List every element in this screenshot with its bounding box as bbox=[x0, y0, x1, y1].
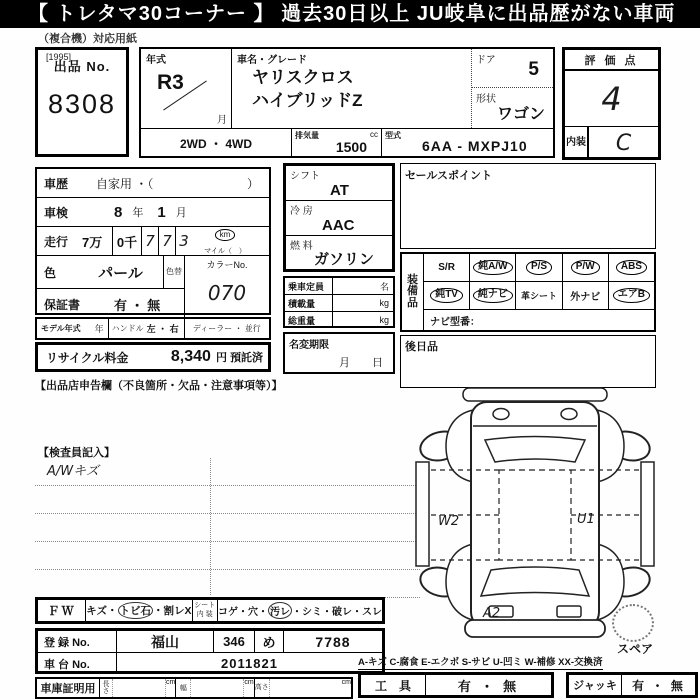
equipment-box bbox=[400, 252, 656, 332]
navi-model-label: ナビ型番： bbox=[430, 317, 480, 328]
color-label: 色 bbox=[44, 265, 57, 280]
registration-number: 7788 bbox=[283, 631, 382, 652]
displacement-value: 1500 bbox=[335, 139, 367, 155]
color-no-label: カラーNo. bbox=[206, 260, 248, 270]
jack-box bbox=[566, 672, 698, 698]
door-label: ドア bbox=[476, 55, 496, 66]
recycle-value: 8,340 bbox=[170, 348, 211, 365]
fw-row bbox=[35, 597, 385, 624]
shape-label: 形状 bbox=[476, 94, 496, 105]
history-close: ） bbox=[246, 176, 259, 191]
warranty-label: 保証書 bbox=[44, 297, 81, 312]
sales-point-label: セールスポイント bbox=[405, 170, 493, 182]
inspection-month: 1 bbox=[157, 203, 166, 221]
fuel-value: ガソリン bbox=[314, 251, 375, 268]
car-name-label: 車名・グレード bbox=[237, 55, 307, 66]
spare-label: スペア bbox=[617, 642, 654, 656]
km-unit: km bbox=[215, 229, 236, 241]
damage-mark-left: W2 bbox=[438, 514, 460, 529]
displacement-unit: cc bbox=[370, 130, 378, 139]
mileage-sen: 0千 bbox=[112, 227, 141, 255]
equipment-label: 装備品 bbox=[402, 254, 424, 330]
fw-value-1: キズ・ bbox=[86, 605, 118, 617]
garage-width-label: 幅 bbox=[175, 679, 190, 697]
lot-box bbox=[35, 47, 129, 157]
seat-label-2: 内 装 bbox=[196, 610, 213, 618]
equip-aw: 純A/W bbox=[473, 260, 512, 275]
handle-value: 左 ・ 右 bbox=[146, 324, 179, 334]
lot-label: 出品 No. bbox=[53, 58, 111, 74]
shift-value: AT bbox=[330, 182, 349, 199]
inspection-month-unit: 月 bbox=[175, 207, 187, 219]
equip-abs: ABS bbox=[616, 260, 647, 275]
history-label: 車歴 bbox=[44, 176, 69, 191]
equip-airbag: エアB bbox=[613, 288, 650, 303]
fw-value-circled: トビ石 bbox=[118, 602, 154, 619]
fuel-label: 燃 料 bbox=[290, 241, 313, 252]
spare-tire-circle bbox=[612, 604, 654, 642]
registration-label: 登 録 No. bbox=[44, 636, 90, 649]
interior-grade: C bbox=[615, 131, 632, 156]
color-value: パール bbox=[98, 264, 143, 282]
garage-length-label: 長さ bbox=[102, 680, 110, 695]
garage-height-label: 高さ bbox=[254, 679, 269, 697]
name-change-units: 月 日 bbox=[339, 357, 383, 369]
inspector-note: A/Wキズ bbox=[47, 464, 99, 479]
seat-value-2: ・シミ・破レ・スレ bbox=[292, 607, 382, 618]
sheet-title: 【 トレタマ30コーナー 】 過去30日以上 JU岐阜に出品歴がない車両 bbox=[0, 0, 700, 28]
jack-value: 有 ・ 無 bbox=[632, 678, 685, 693]
damage-legend: A-キズ C-腐食 E-エクボ S-サビ U-凹ミ W-補修 XX-交換済 bbox=[358, 654, 603, 670]
shift-label: シフト bbox=[290, 171, 320, 182]
dealer-value: ディーラー ・ 並行 bbox=[184, 319, 269, 338]
seat-value-circled: 汚レ bbox=[268, 602, 292, 619]
declaration-label: 【出品店申告欄（不良箇所・欠品・注意事項等）】 bbox=[35, 380, 283, 392]
garage-row bbox=[35, 677, 353, 699]
equip-sr: S/R bbox=[438, 262, 455, 273]
inspector-label: 【検査員記入】 bbox=[38, 447, 115, 459]
load-unit: kg bbox=[379, 298, 389, 308]
garage-label: 車庫証明用 bbox=[37, 679, 100, 697]
drive-type: 2WD ・ 4WD bbox=[179, 136, 252, 151]
paper-note: （複合機）対応用紙 bbox=[38, 33, 137, 45]
gross-weight-label: 総重量 bbox=[285, 312, 333, 328]
equip-leather: 革シート bbox=[521, 291, 558, 301]
inspection-label: 車検 bbox=[44, 205, 69, 220]
mileage-label: 走行 bbox=[44, 234, 69, 249]
recycle-box bbox=[35, 342, 271, 372]
recycle-label: リサイクル料金 bbox=[46, 350, 129, 365]
displacement-label: 排気量 bbox=[295, 131, 319, 140]
detail-table bbox=[35, 167, 271, 315]
handle-label: ハンドル bbox=[108, 319, 147, 338]
name-change-label: 名変期限 bbox=[289, 340, 329, 351]
damage-mark-right: U1 bbox=[577, 512, 595, 527]
inspection-year-unit: 年 bbox=[132, 207, 144, 219]
mile-unit: マイル（ ） bbox=[204, 248, 246, 255]
registration-class: 346 bbox=[213, 631, 254, 652]
inspection-year: 8 bbox=[114, 203, 123, 221]
jack-label: ジャッキ bbox=[569, 675, 622, 695]
weights-box bbox=[283, 276, 395, 328]
garage-width-unit: cm bbox=[244, 679, 254, 686]
inspector-grid-divider bbox=[210, 458, 211, 595]
warranty-value: 有 ・ 無 bbox=[114, 297, 161, 313]
lot-number: 8308 bbox=[47, 88, 117, 119]
ac-label: 冷 房 bbox=[290, 206, 313, 217]
later-items-box bbox=[400, 335, 656, 388]
car-diagram bbox=[413, 386, 657, 640]
model-code-value: 6AA - MXPJ10 bbox=[422, 138, 528, 154]
model-year-unit: 年 bbox=[94, 324, 104, 334]
car-name-line2: ハイブリッドZ bbox=[252, 91, 363, 110]
year-value: R3 bbox=[157, 71, 184, 94]
name-change-box bbox=[283, 332, 395, 374]
gross-weight-unit: kg bbox=[379, 315, 389, 325]
model-year-label: モデル年式 bbox=[41, 324, 81, 333]
color-no-value: 070 bbox=[207, 281, 247, 305]
seat-label-1: シート bbox=[194, 602, 216, 610]
later-items-label: 後日品 bbox=[405, 341, 438, 353]
fw-label: ＦＷ bbox=[47, 604, 76, 618]
capacity-label: 乗車定員 bbox=[285, 278, 333, 294]
equip-extnavi: 外ナビ bbox=[570, 292, 601, 303]
spec-box bbox=[283, 163, 395, 272]
color-change-label: 色替 bbox=[163, 256, 184, 288]
inspector-grid bbox=[35, 458, 420, 595]
chassis-label: 車 台 No. bbox=[44, 658, 90, 671]
ac-value: AAC bbox=[322, 217, 355, 234]
grade-score: 4 bbox=[601, 79, 622, 118]
history-value: 自家用 ・（ bbox=[96, 176, 154, 191]
car-name-line1: ヤリスクロス bbox=[252, 68, 354, 87]
garage-height-unit: cm bbox=[341, 679, 351, 686]
tools-label: 工 具 bbox=[361, 675, 426, 695]
garage-length-unit: cm bbox=[166, 679, 176, 686]
sales-point-box bbox=[400, 163, 656, 249]
capacity-unit: 名 bbox=[379, 281, 389, 292]
mileage-digit-3: 3 bbox=[175, 227, 192, 255]
month-suffix: 月 bbox=[217, 115, 227, 126]
equip-pw: P/W bbox=[571, 260, 600, 275]
equip-ps: P/S bbox=[526, 260, 552, 275]
mileage-digit-2: 7 bbox=[158, 227, 175, 255]
info-table bbox=[139, 47, 555, 158]
shape-value: ワゴン bbox=[496, 106, 545, 123]
chassis-number: 2011821 bbox=[116, 653, 382, 674]
registration-box bbox=[35, 628, 385, 674]
model-row bbox=[35, 317, 271, 340]
mileage-man: 7万 bbox=[82, 234, 103, 250]
equip-tv: 純TV bbox=[430, 288, 463, 303]
interior-label: 内装 bbox=[565, 127, 589, 160]
tools-box bbox=[358, 672, 554, 698]
seat-value-1: コゲ・穴・ bbox=[218, 607, 268, 618]
lot-stamp: [1995] bbox=[46, 52, 72, 62]
model-code-label: 型式 bbox=[385, 131, 401, 140]
fw-value-2: ・割レX bbox=[153, 605, 192, 617]
registration-kana: め bbox=[254, 631, 283, 652]
equip-navi: 純ナビ bbox=[473, 288, 513, 303]
mileage-digit-1: 7 bbox=[141, 227, 158, 255]
year-label: 年式 bbox=[146, 55, 166, 66]
grade-title: 評 価 点 bbox=[565, 50, 658, 71]
grade-box bbox=[562, 47, 661, 160]
recycle-unit: 円 預託済 bbox=[215, 352, 263, 364]
door-value: 5 bbox=[528, 59, 539, 80]
damage-mark-front: A2 bbox=[483, 606, 501, 621]
tools-value: 有 ・ 無 bbox=[457, 678, 520, 694]
registration-area: 福山 bbox=[116, 631, 213, 652]
load-label: 積載量 bbox=[285, 295, 333, 311]
